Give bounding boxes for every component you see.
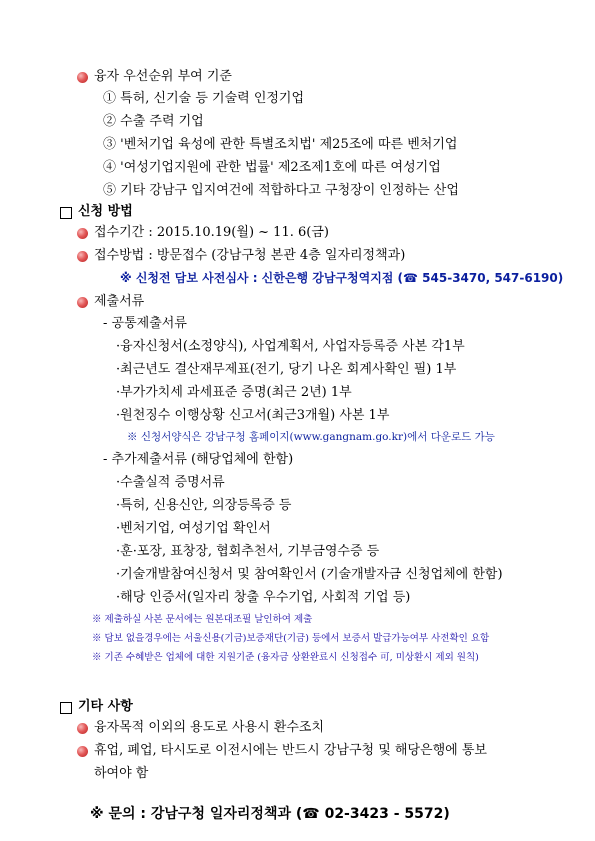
extra-doc-6: ·해당 인증서(일자리 창출 우수기업, 사회적 기업 등) — [116, 590, 411, 605]
common-doc-1: ·융자신청서(소정양식), 사업계획서, 사업자등록증 사본 각1부 — [116, 339, 465, 354]
extra-doc-5: ·기술개발참여신청서 및 참여확인서 (기술개발자금 신청업체에 한함) — [116, 567, 503, 582]
bullet-icon — [77, 251, 88, 262]
etc-item-2-cont: 하여야 함 — [94, 766, 149, 781]
apply-method: 접수방법 : 방문접수 (강남구청 본관 4층 일자리정책과) — [94, 248, 406, 263]
apply-method-note: ※ 신청전 담보 사전심사 : 신한은행 강남구청역지점 (☎ 545-3470, 547-6190) — [120, 271, 564, 285]
bullet-icon — [77, 723, 88, 734]
extra-doc-1: ·수출실적 증명서류 — [116, 475, 225, 490]
contact-line: ※ 문의 : 강남구청 일자리정책과 (☎ 02-3423 - 5572) — [90, 806, 450, 822]
common-docs-title: - 공통제출서류 — [103, 316, 187, 331]
extra-doc-4: ·훈·포장, 표창장, 협회추천서, 기부금영수증 등 — [116, 544, 380, 559]
docs-title: 제출서류 — [94, 294, 145, 309]
priority-item-5: ⑤ 기타 강남구 입지여건에 적합하다고 구청장이 인정하는 산업 — [103, 183, 459, 198]
etc-item-1: 융자목적 이외의 용도로 사용시 환수조치 — [94, 720, 325, 735]
note-3: ※ 기존 수혜받은 업체에 대한 지원기준 (융자금 상환완료시 신청접수 可, 미상환시 제외 원칙) — [92, 652, 479, 663]
common-doc-3: ·부가가치세 과세표준 증명(최근 2년) 1부 — [116, 385, 352, 400]
common-doc-2: ·최근년도 결산재무제표(전기, 당기 나온 회계사확인 필) 1부 — [116, 362, 457, 377]
priority-item-2: ② 수출 주력 기업 — [103, 114, 204, 129]
apply-heading: 신청 방법 — [78, 204, 133, 219]
priority-item-1: ① 특허, 신기술 등 기술력 인정기업 — [103, 91, 305, 106]
checkbox-icon — [60, 702, 72, 714]
extra-doc-2: ·특허, 신용신안, 의장등록증 등 — [116, 498, 292, 513]
note-1: ※ 제출하실 사본 문서에는 원본대조필 날인하여 제출 — [92, 614, 313, 625]
bullet-icon — [77, 297, 88, 308]
etc-heading: 기타 사항 — [78, 699, 133, 714]
bullet-icon — [77, 72, 88, 83]
priority-item-3: ③ '벤처기업 육성에 관한 특별조치법' 제25조에 따른 벤처기업 — [103, 137, 458, 152]
etc-item-2: 휴업, 폐업, 타시도로 이전시에는 반드시 강남구청 및 해당은행에 통보 — [94, 743, 487, 758]
priority-item-4: ④ '여성기업지원에 관한 법률' 제2조제1호에 따른 여성기업 — [103, 160, 441, 175]
note-2: ※ 담보 없을경우에는 서울신용(기금)보증재단(기금) 등에서 보증서 발급가능여부 사전확인 요함 — [92, 633, 490, 644]
apply-period: 접수기간 : 2015.10.19(월) ~ 11. 6(금) — [94, 225, 329, 240]
bullet-icon — [77, 746, 88, 757]
priority-title: 융자 우선순위 부여 기준 — [94, 69, 232, 84]
bullet-icon — [77, 228, 88, 239]
checkbox-icon — [60, 207, 72, 219]
common-doc-4: ·원천징수 이행상황 신고서(최근3개월) 사본 1부 — [116, 408, 390, 423]
extra-doc-3: ·벤처기업, 여성기업 확인서 — [116, 521, 271, 536]
form-download-note: ※ 신청서양식은 강남구청 홈페이지(www.gangnam.go.kr)에서 다운로드 가능 — [127, 431, 495, 443]
extra-docs-title: - 추가제출서류 (해당업체에 한함) — [103, 452, 294, 467]
